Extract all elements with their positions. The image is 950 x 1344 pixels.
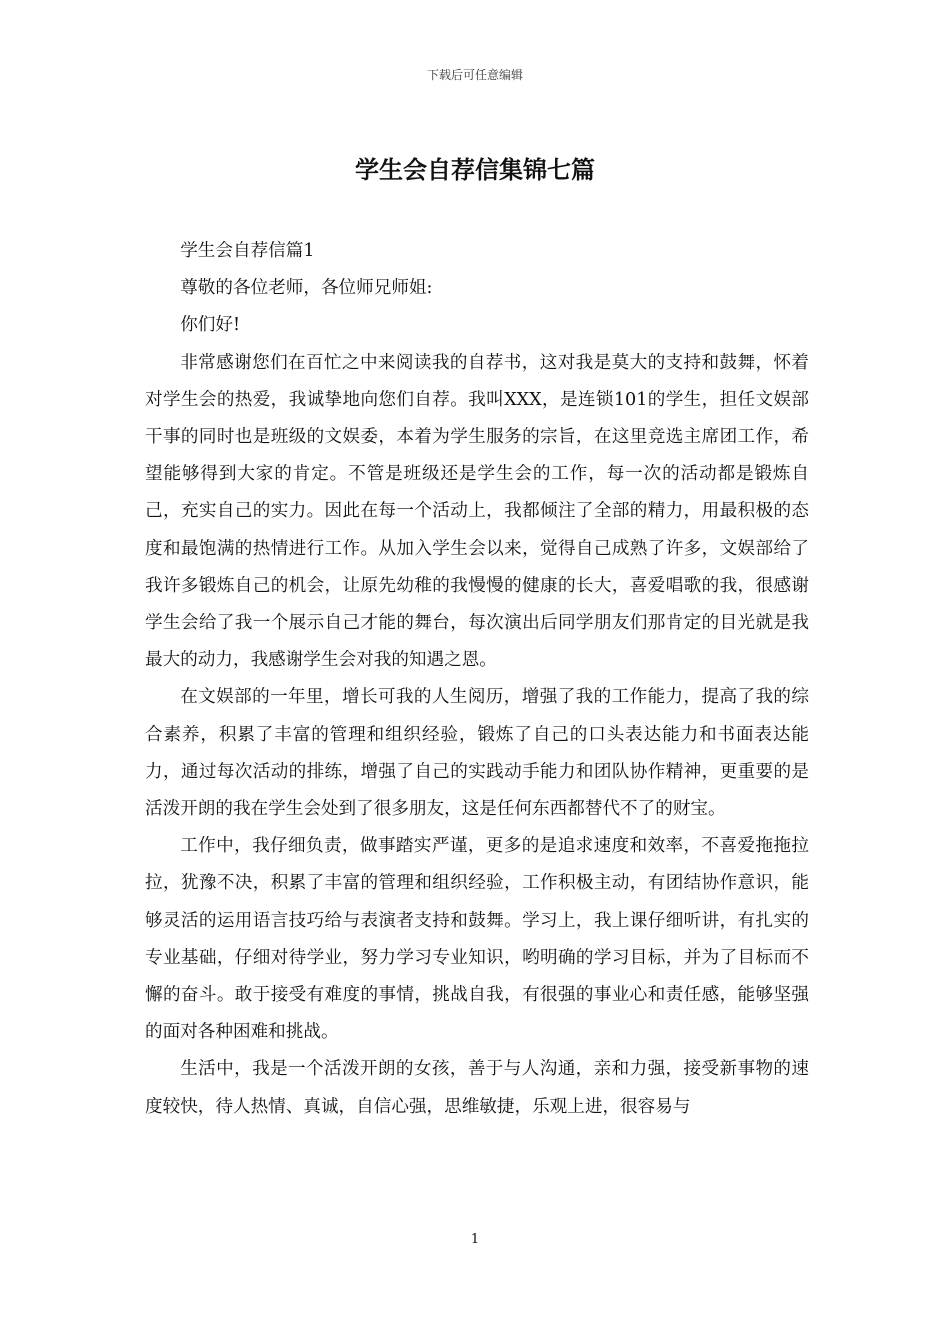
page-header-note: 下载后可任意编辑 (426, 68, 523, 82)
page-number: 1 (470, 1232, 480, 1247)
body-paragraph: 在文娱部的一年里，增长可我的人生阅历，增强了我的工作能力，提高了我的综合素养，积累了丰富的管理和组织经验，锻炼了自己的口头表达能力和书面表达能力，通过每次活动的排练，增强了自己的实践动手能力和团队协作精神，更重要的是活泼开朗的我在学生会处到了很多朋友，这是任何东西都替代不了的财宝。 (145, 687, 809, 820)
document-title: 学生会自荐信集锦七篇 (355, 155, 595, 184)
body-paragraph: 工作中，我仔细负责，做事踏实严谨，更多的是追求速度和效率，不喜爱拖拖拉拉，犹豫不决，积累了丰富的管理和组织经验，工作积极主动，有团结协作意识，能够灵活的运用语言技巧给与表演者支持和鼓舞。学习上，我上课仔细听讲，有扎实的专业基础，仔细对待学业，努力学习专业知识，哟明确的学习目标，并为了目标而不懈的奋斗。敢于接受有难度的事情，挑战自我，有很强的事业心和责任感，能够坚强的面对各种困难和挑战。 (145, 836, 809, 1043)
section-heading: 学生会自荐信篇1 (180, 241, 315, 261)
greeting: 你们好! (180, 315, 241, 336)
body-paragraph: 生活中，我是一个活泼开朗的女孩，善于与人沟通，亲和力强，接受新事物的速度较快，待人热情、真诚，自信心强，思维敏捷，乐观上进，很容易与 (145, 1059, 809, 1117)
document-body (145, 233, 809, 1126)
salutation: 尊敬的各位老师，各位师兄师姐: (180, 278, 433, 299)
body-paragraph: 非常感谢您们在百忙之中来阅读我的自荐书，这对我是莫大的支持和鼓舞，怀着对学生会的热爱，我诚挚地向您们自荐。我叫XXX，是连锁101的学生，担任文娱部干事的同时也是班级的文娱委，本着为学生服务的宗旨，在这里竞选主席团工作，希望能够得到大家的肯定。不管是班级还是学生会的工作，每一次的活动都是锻炼自己，充实自己的实力。因此在每一个活动上，我都倾注了全部的精力，用最积极的态度和最饱满的热情进行工作。从加入学生会以来，觉得自己成熟了许多，文娱部给了我许多锻炼自己的机会，让原先幼稚的我慢慢的健康的长大，喜爱唱歌的我，很感谢学生会给了我一个展示自己才能的舞台，每次演出后同学朋友们那肯定的目光就是我最大的动力，我感谢学生会对我的知遇之恩。 (145, 352, 809, 671)
